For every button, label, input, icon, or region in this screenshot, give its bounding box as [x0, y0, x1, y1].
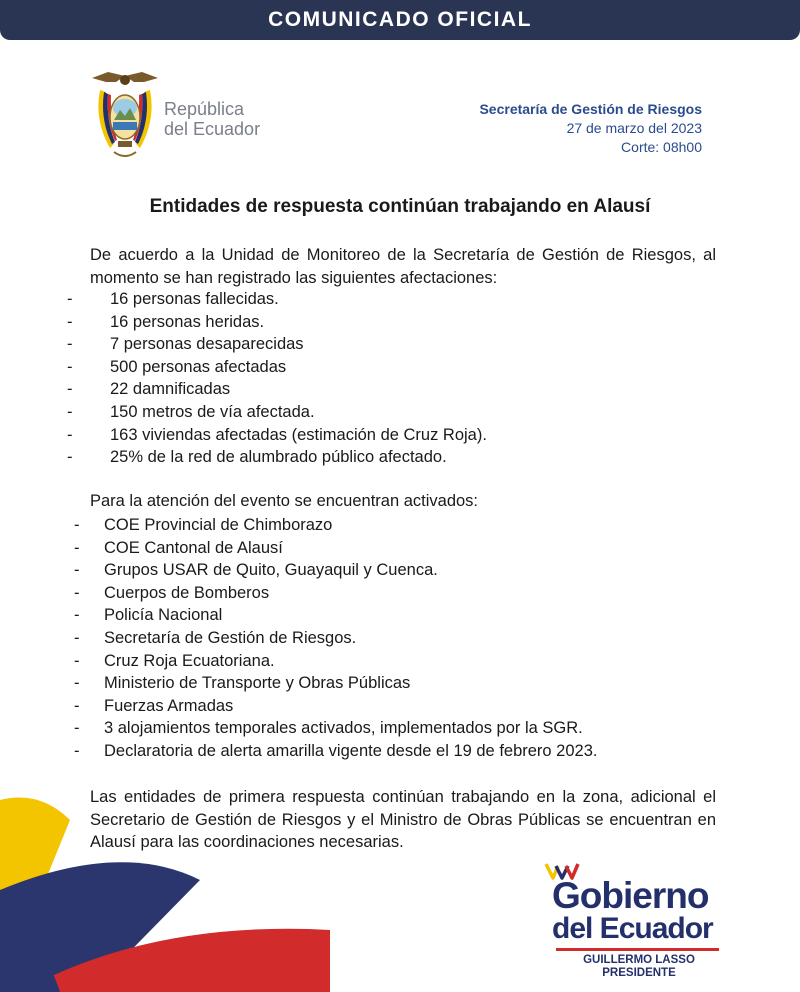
- list-item-text: Cruz Roja Ecuatoriana.: [104, 651, 275, 670]
- gobierno-del-ecuador-logo: [544, 862, 734, 982]
- list-item: [67, 424, 487, 447]
- list-item-text: Fuerzas Armadas: [104, 696, 234, 715]
- list-dash: -: [67, 290, 73, 308]
- list-item: [67, 446, 487, 469]
- list-item-text: Policía Nacional: [104, 606, 223, 625]
- list-dash: -: [74, 719, 80, 738]
- list-item: [74, 740, 598, 763]
- list-item: [74, 514, 597, 537]
- list-dash: -: [74, 674, 80, 693]
- list-dash: -: [67, 357, 73, 376]
- list-dash: -: [67, 312, 73, 331]
- list-dash: -: [67, 380, 73, 399]
- gobierno-wordmark: Gobierno: [552, 875, 709, 916]
- list-item-text: Cuerpos de Bomberos: [104, 583, 270, 602]
- president-role: PRESIDENTE: [602, 967, 676, 979]
- banner-title: COMUNICADO OFICIAL: [268, 8, 532, 31]
- list-dash: -: [74, 561, 80, 580]
- list-dash: -: [67, 448, 73, 467]
- list-item-text: 16 personas heridas.: [110, 312, 265, 331]
- list-item: [67, 401, 487, 424]
- list-item-text: 7 personas desaparecidas: [110, 335, 304, 354]
- list-item: [74, 559, 597, 582]
- list-item-text: COE Provincial de Chimborazo: [104, 516, 333, 534]
- list-dash: -: [74, 651, 80, 670]
- list-dash: -: [74, 741, 80, 760]
- list-item: [74, 627, 597, 650]
- list-item: [74, 604, 597, 627]
- del-ecuador-wordmark: del Ecuador: [552, 912, 713, 945]
- list-dash: -: [74, 538, 80, 557]
- list-item-text: 150 metros de vía afectada.: [110, 402, 315, 421]
- list-item-text: 500 personas afectadas: [110, 357, 287, 376]
- intro-paragraph: De acuerdo a la Unidad de Monitoreo de la Secretaría de Gestión de Riesgos, al momento se han registrado las siguientes afectaciones:: [90, 246, 716, 287]
- list-item: [67, 378, 487, 401]
- logo-line-2: del Ecuador: [164, 119, 261, 139]
- header-banner: [0, 0, 800, 40]
- list-item-text: Ministerio de Transporte y Obras Públicas: [104, 674, 411, 693]
- list-item: [74, 537, 597, 560]
- closing-paragraph: Las entidades de primera respuesta continúan trabajando en la zona, adicional el Secretario de Gestión de Riesgos y el Ministro de Obras Públicas se encuentran en Alausí para las coordinaciones necesarias.: [90, 788, 716, 851]
- republica-del-ecuador-label: [164, 99, 260, 139]
- list-item-text: Declaratoria de alerta amarilla vigente desde el 19 de febrero 2023.: [104, 741, 598, 760]
- cutoff-time: Corte: 08h00: [621, 139, 702, 155]
- list-dash: -: [67, 425, 73, 444]
- issue-date: 27 de marzo del 2023: [566, 120, 702, 136]
- issuing-organization: Secretaría de Gestión de Riesgos: [479, 101, 702, 117]
- list-item-text: 16 personas fallecidas.: [110, 290, 279, 308]
- activados-list: [74, 514, 598, 763]
- list-dash: -: [67, 402, 73, 421]
- afectaciones-list: [67, 288, 487, 469]
- list-item-text: 3 alojamientos temporales activados, implementados por la SGR.: [104, 719, 583, 738]
- document-meta: [479, 100, 702, 157]
- list-item: [67, 311, 487, 334]
- list-dash: -: [74, 583, 80, 602]
- document-title: Entidades de respuesta continúan trabajando en Alausí: [149, 196, 651, 217]
- list-item: [67, 288, 487, 311]
- list-item: [74, 717, 597, 740]
- president-name: GUILLERMO LASSO: [583, 954, 695, 966]
- list-dash: -: [74, 516, 80, 534]
- list-item: [74, 650, 597, 673]
- red-divider: [556, 948, 719, 951]
- list-item-text: 163 viviendas afectadas (estimación de Cruz Roja).: [110, 425, 487, 444]
- list-dash: -: [74, 628, 80, 647]
- ecuador-coat-of-arms-icon: [88, 70, 162, 162]
- logo-line-1: República: [164, 99, 245, 119]
- flag-swoosh-decoration: [0, 780, 330, 992]
- list-item-text: Grupos USAR de Quito, Guayaquil y Cuenca.: [104, 561, 438, 580]
- list-item-text: COE Cantonal de Alausí: [104, 538, 283, 557]
- list-item-text: 25% de la red de alumbrado público afectado.: [110, 448, 447, 467]
- list-item: [74, 695, 597, 718]
- list-item: [74, 672, 597, 695]
- list-item: [74, 582, 597, 605]
- list-item-text: 22 damnificadas: [110, 380, 231, 399]
- list-dash: -: [74, 696, 80, 715]
- list-item: [67, 333, 487, 356]
- list-dash: -: [67, 335, 73, 354]
- list-dash: -: [74, 606, 80, 625]
- list-item-text: Secretaría de Gestión de Riesgos.: [104, 628, 357, 647]
- list-item: [67, 356, 487, 379]
- activados-intro: Para la atención del evento se encuentran activados:: [90, 492, 479, 510]
